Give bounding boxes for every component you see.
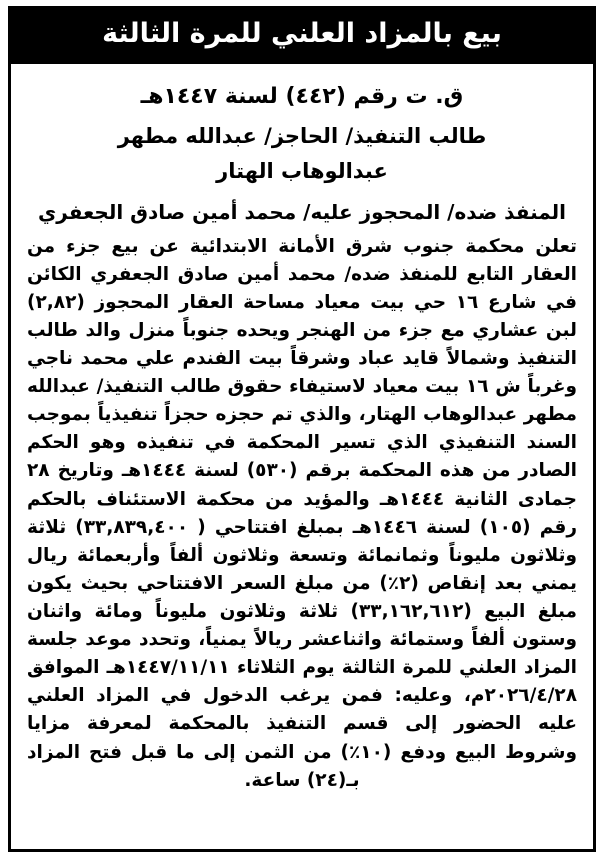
notice-frame (8, 6, 596, 852)
case-number-line: ق. ت رقم (٤٤٢) لسنة ١٤٤٧هـ (140, 83, 464, 109)
notice-banner-title: بيع بالمزاد العلني للمرة الثالثة (11, 9, 593, 64)
notice-paragraph: تعلن محكمة جنوب شرق الأمانة الابتدائية عن بيع جزء من العقار التابع للمنفذ ضده/ محمد أمين صادق الجعفري الكائن في شارع ١٦ حي بيت معياد مساحة العقار المحجوز (٢,٨٢) لبن عشاري مع جزء من الهنجر ويحده جنوباً منزل والد طالب التنفيذ وشمالاً قايد عباد وشرقاً بيت الفندم علي محمد ناجي وغرباً ش ١٦ بيت معياد لاستيفاء حقوق طالب التنفيذ/ عبدالله مطهر عبدالوهاب الهتار، والذي تم حجزه حجزاً تنفيذياً بموجب السند التنفيذي الذي تسير المحكمة في تنفيذه وهو الحكم الصادر من هذه المحكمة برقم (٥٣٠) لسنة ١٤٤٤هـ وتاريخ ٢٨ جمادى الثانية ١٤٤٤هـ والمؤيد من محكمة الاستئناف بالحكم رقم (١٠٥) لسنة ١٤٤٦هـ بمبلغ افتتاحي ( ٣٣,٨٣٩,٤٠٠) ثلاثة وثلاثون مليوناً وثمانمائة وتسعة وثلاثون ألفاً وأربعمائة ريال يمني بعد إنقاص (٢٪) من مبلغ السعر الافتتاحي بحيث يكون مبلغ البيع (٣٣,١٦٢,٦١٢) ثلاثة وثلاثون مليوناً ومائة واثنان وستون ألفاً وستمائة واثناعشر ريالاً يمنياً، وتحدد موعد جلسة المزاد العلني للمرة الثالثة يوم الثلاثاء ١٤٤٧/١١/١١هـ الموافق ٢٠٢٦/٤/٢٨م، وعليه: فمن يرغب الدخول في المزاد العلني عليه الحضور إلى قسم التنفيذ بالمحكمة لمعرفة مزايا وشروط البيع ودفع (١٠٪) من الثمن إلى ما قبل فتح المزاد بـ(٢٤) ساعة. (27, 235, 578, 791)
execution-requester-continued-line: عبدالوهاب الهتار (216, 159, 388, 184)
execution-requester-line: طالب التنفيذ/ الحاجز/ عبدالله مطهر (117, 123, 487, 148)
respondent-line: المنفذ ضده/ المحجوز عليه/ محمد أمين صادق الجعفري (37, 199, 567, 224)
notice-body (11, 64, 593, 803)
